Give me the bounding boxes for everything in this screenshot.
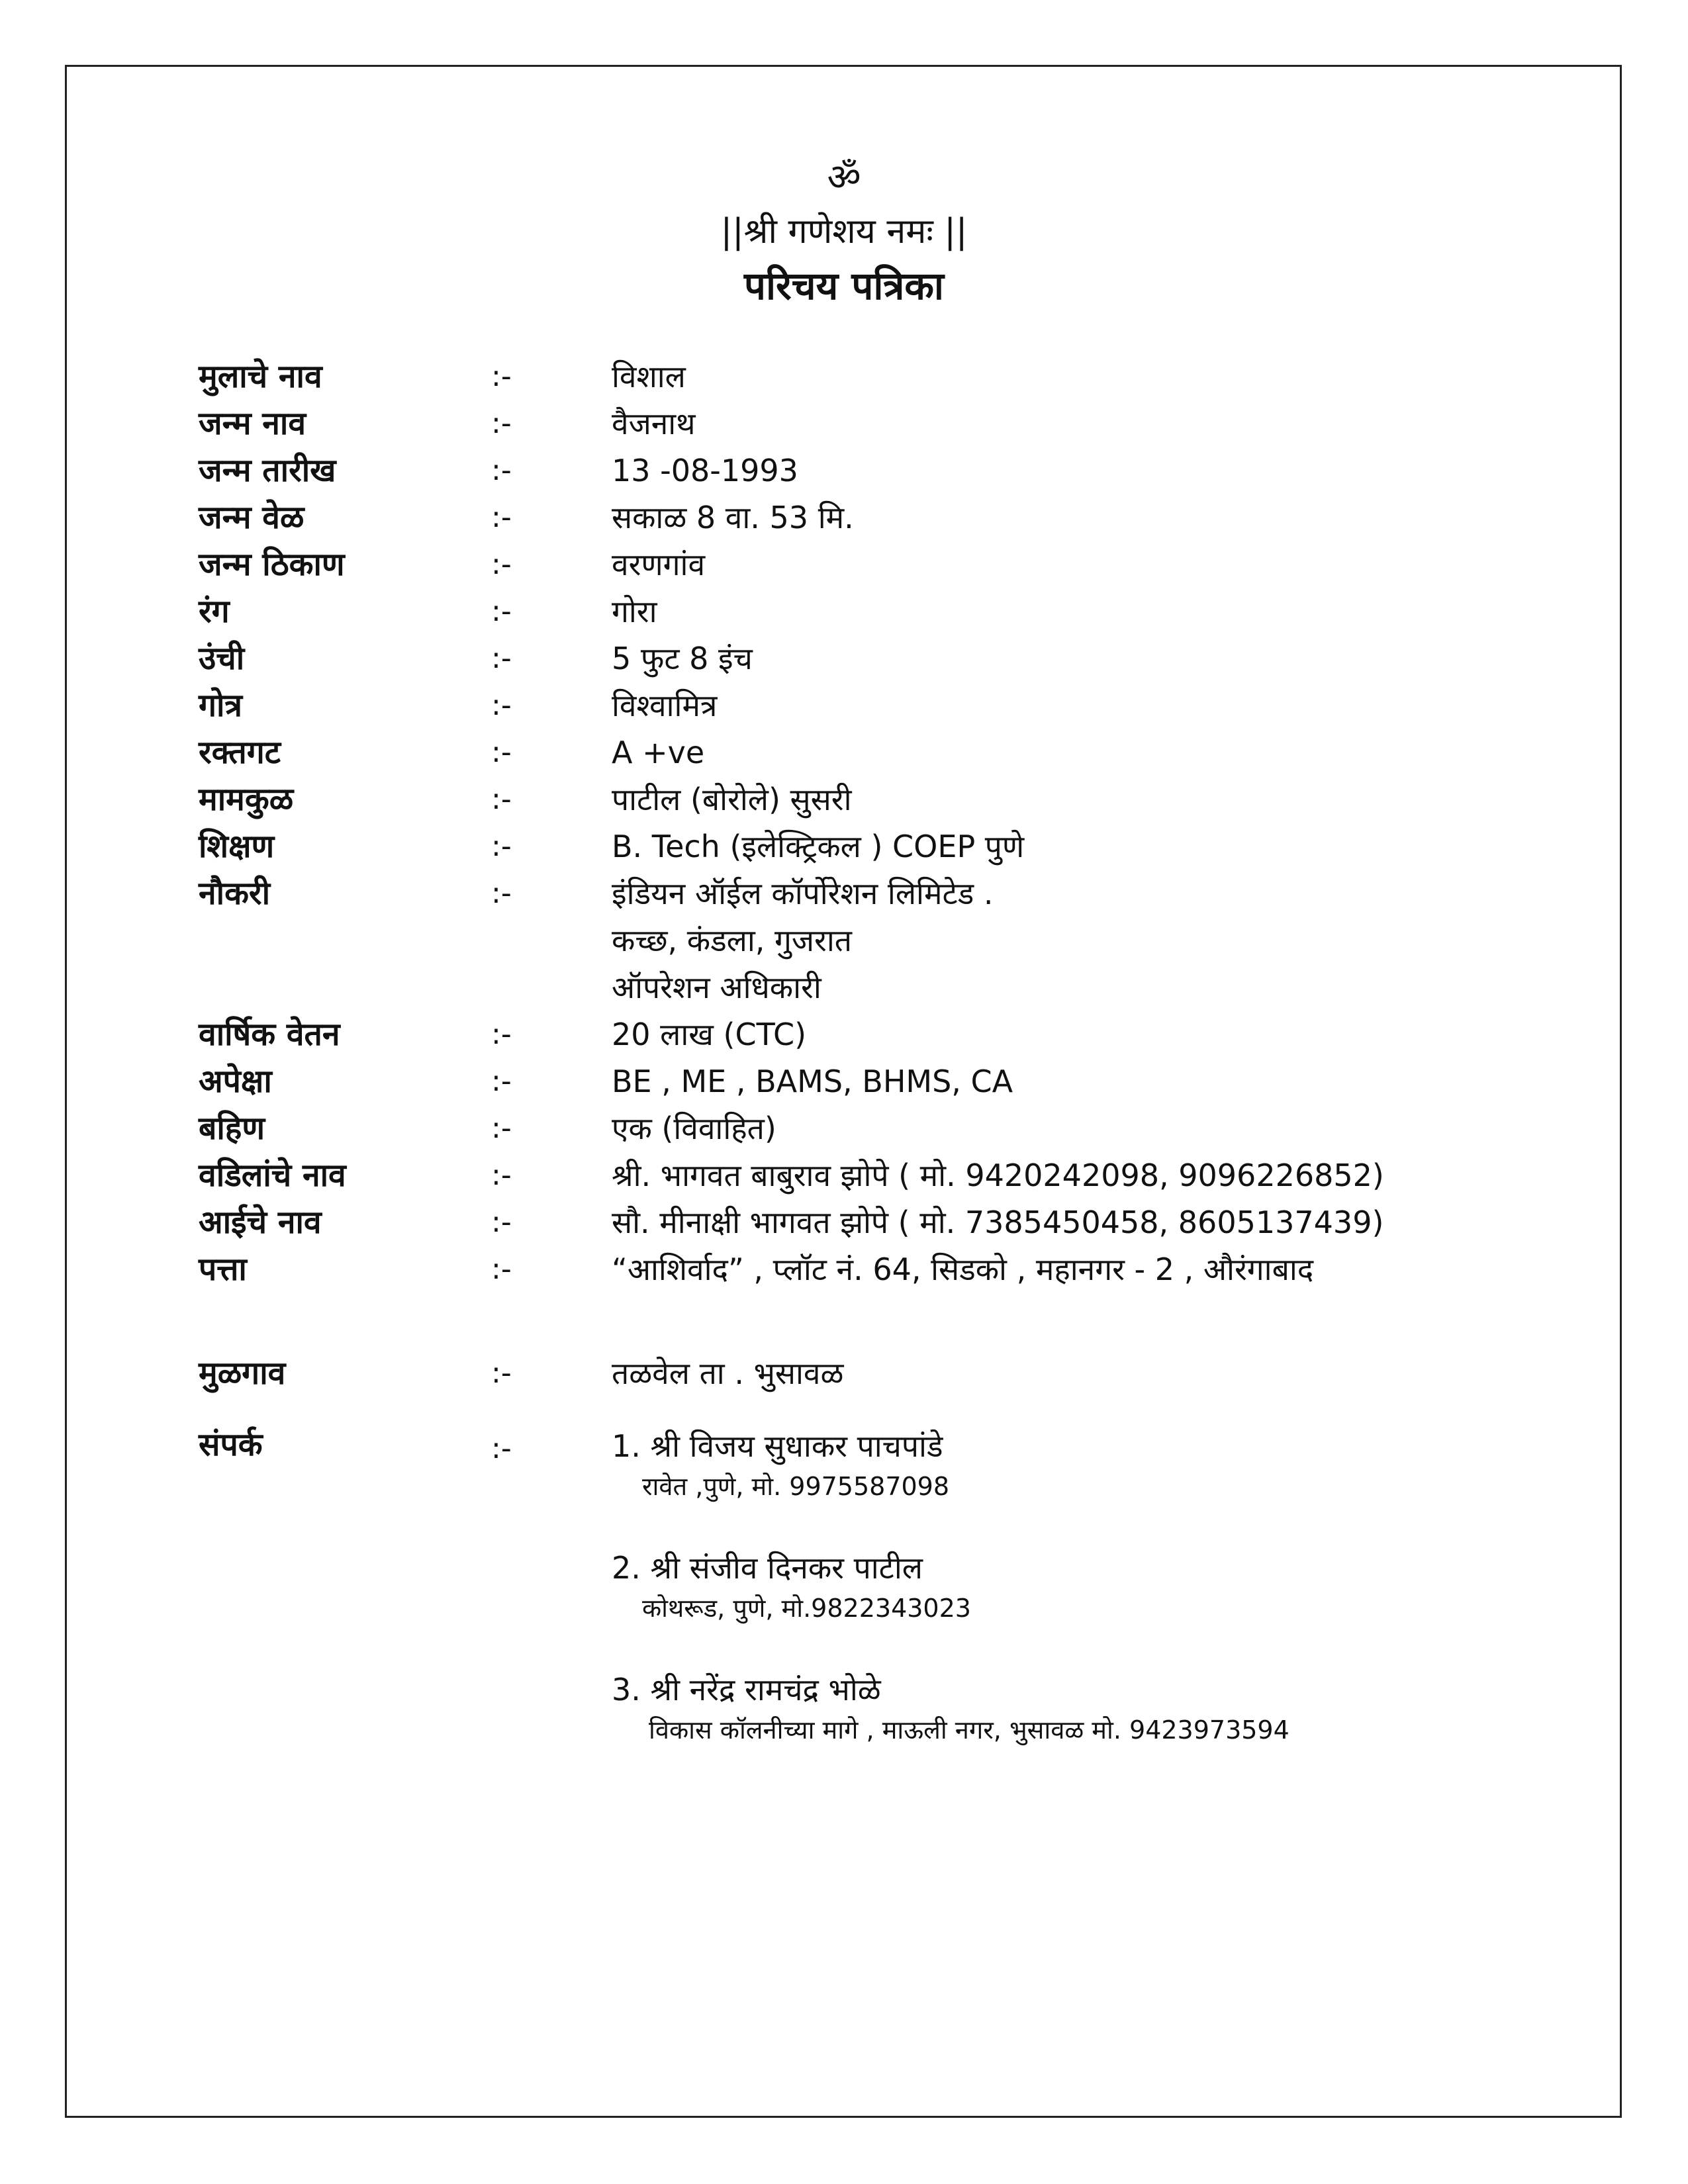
field-label: शिक्षण xyxy=(199,828,275,865)
contact-2-name: 2. श्री संजीव दिनकर पाटील xyxy=(612,1550,923,1586)
field-separator: :- xyxy=(491,594,512,628)
field-label: वडिलांचे नाव xyxy=(199,1157,346,1194)
field-separator: :- xyxy=(491,876,512,910)
field-label: रक्तगट xyxy=(199,734,281,771)
field-row-birth-time xyxy=(0,494,1688,541)
field-label: जन्म तारीख xyxy=(199,452,336,489)
field-label: मुलाचे नाव xyxy=(199,358,322,395)
field-separator: :- xyxy=(491,688,512,722)
field-value: सकाळ 8 वा. 53 मि. xyxy=(612,500,854,535)
field-separator: :- xyxy=(491,500,512,534)
field-separator: :- xyxy=(491,1432,512,1465)
field-value: इंडियन ऑईल कॉर्पोरेशन लिमिटेड . xyxy=(612,876,994,911)
field-value: विश्वामित्र xyxy=(612,688,718,723)
field-value: 13 -08-1993 xyxy=(612,453,798,488)
field-label: बहिण xyxy=(199,1110,265,1147)
field-separator: :- xyxy=(491,1017,512,1051)
field-separator: :- xyxy=(491,735,512,769)
field-value: 20 लाख (CTC) xyxy=(612,1017,807,1052)
field-row-maternal-family xyxy=(0,776,1688,823)
field-label: जन्म ठिकाण xyxy=(199,546,345,583)
field-value: श्री. भागवत बाबुराव झोपे ( मो. 9420242098, 9096226852) xyxy=(612,1158,1384,1193)
field-separator: :- xyxy=(491,1158,512,1192)
field-row-expectation xyxy=(0,1058,1688,1105)
field-row-gotra xyxy=(0,682,1688,729)
field-row-boy-name xyxy=(0,353,1688,400)
contact-3-name: 3. श्री नरेंद्र रामचंद्र भोळे xyxy=(612,1672,881,1707)
om-symbol: ॐ xyxy=(827,156,861,199)
field-label: आईचे नाव xyxy=(199,1204,322,1241)
field-separator: :- xyxy=(491,1205,512,1239)
field-separator: :- xyxy=(491,1064,512,1098)
field-separator: :- xyxy=(491,1356,512,1390)
field-row-education xyxy=(0,823,1688,870)
contact-2-address: कोथरूड, पुणे, मो.9822343023 xyxy=(642,1594,971,1623)
field-value: गोरा xyxy=(612,594,657,629)
contact-3-address: विकास कॉलनीच्या मागे , माऊली नगर, भुसावळ मो. 9423973594 xyxy=(649,1715,1289,1745)
field-row-birth-place xyxy=(0,541,1688,588)
field-label: अपेक्षा xyxy=(199,1063,272,1100)
field-value: 5 फुट 8 इंच xyxy=(612,641,753,676)
field-value: “आशिर्वाद” , प्लॉट नं. 64, सिडको , महानगर - 2 , औरंगाबाद xyxy=(612,1251,1314,1287)
field-value: पाटील (बोरोले) सुसरी xyxy=(612,782,852,817)
field-separator: :- xyxy=(491,1111,512,1145)
field-label: नौकरी xyxy=(199,875,271,912)
field-value: विशाल xyxy=(612,359,686,394)
field-separator: :- xyxy=(491,453,512,487)
field-label: जन्म वेळ xyxy=(199,499,305,536)
field-value: तळवेल ता . भुसावळ xyxy=(612,1355,844,1391)
contact-1-address: रावेत ,पुणे, मो. 9975587098 xyxy=(642,1472,950,1501)
field-label: जन्म नाव xyxy=(199,405,306,442)
field-separator: :- xyxy=(491,641,512,675)
invocation-line: ||श्री गणेशय नमः || xyxy=(720,212,968,251)
job-designation: ऑपरेशन अधिकारी xyxy=(612,970,821,1005)
field-value: A +ve xyxy=(612,735,705,770)
field-row-native-place xyxy=(0,1350,1688,1396)
field-row-height xyxy=(0,635,1688,682)
field-separator: :- xyxy=(491,359,512,393)
field-row-job xyxy=(0,870,1688,917)
contact-label: संपर्क xyxy=(199,1426,263,1463)
field-label: उंची xyxy=(199,640,245,677)
field-value: B. Tech (इलेक्ट्रिकल ) COEP पुणे xyxy=(612,829,1025,864)
field-separator: :- xyxy=(491,829,512,863)
field-row-father-name xyxy=(0,1152,1688,1199)
field-label: मुळगाव xyxy=(199,1355,286,1392)
document-title: परिचय पत्रिका xyxy=(744,263,944,308)
field-row-complexion xyxy=(0,588,1688,635)
field-row-address xyxy=(0,1246,1688,1293)
field-label: रंग xyxy=(199,593,230,630)
field-value: एक (विवाहित) xyxy=(612,1111,776,1146)
contact-1-name: 1. श्री विजय सुधाकर पाचपांडे xyxy=(612,1428,943,1464)
field-row-birth-date xyxy=(0,447,1688,494)
field-row-blood-group xyxy=(0,729,1688,776)
field-separator: :- xyxy=(491,406,512,440)
field-value: वरणगांव xyxy=(612,547,706,582)
field-separator: :- xyxy=(491,782,512,816)
field-label: वार्षिक वेतन xyxy=(199,1016,340,1053)
field-row-sister xyxy=(0,1105,1688,1152)
field-row-annual-salary xyxy=(0,1011,1688,1058)
field-row-birth-name xyxy=(0,400,1688,447)
field-value: BE , ME , BAMS, BHMS, CA xyxy=(612,1064,1013,1099)
field-label: पत्ता xyxy=(199,1251,247,1288)
job-location: कच्छ, कंडला, गुजरात xyxy=(612,923,853,958)
field-value: वैजनाथ xyxy=(612,406,696,441)
field-separator: :- xyxy=(491,547,512,581)
field-separator: :- xyxy=(491,1252,512,1286)
field-label: मामकुळ xyxy=(199,781,294,818)
field-value: सौ. मीनाक्षी भागवत झोपे ( मो. 7385450458, 8605137439) xyxy=(612,1205,1384,1240)
field-label: गोत्र xyxy=(199,687,242,724)
field-row-mother-name xyxy=(0,1199,1688,1246)
